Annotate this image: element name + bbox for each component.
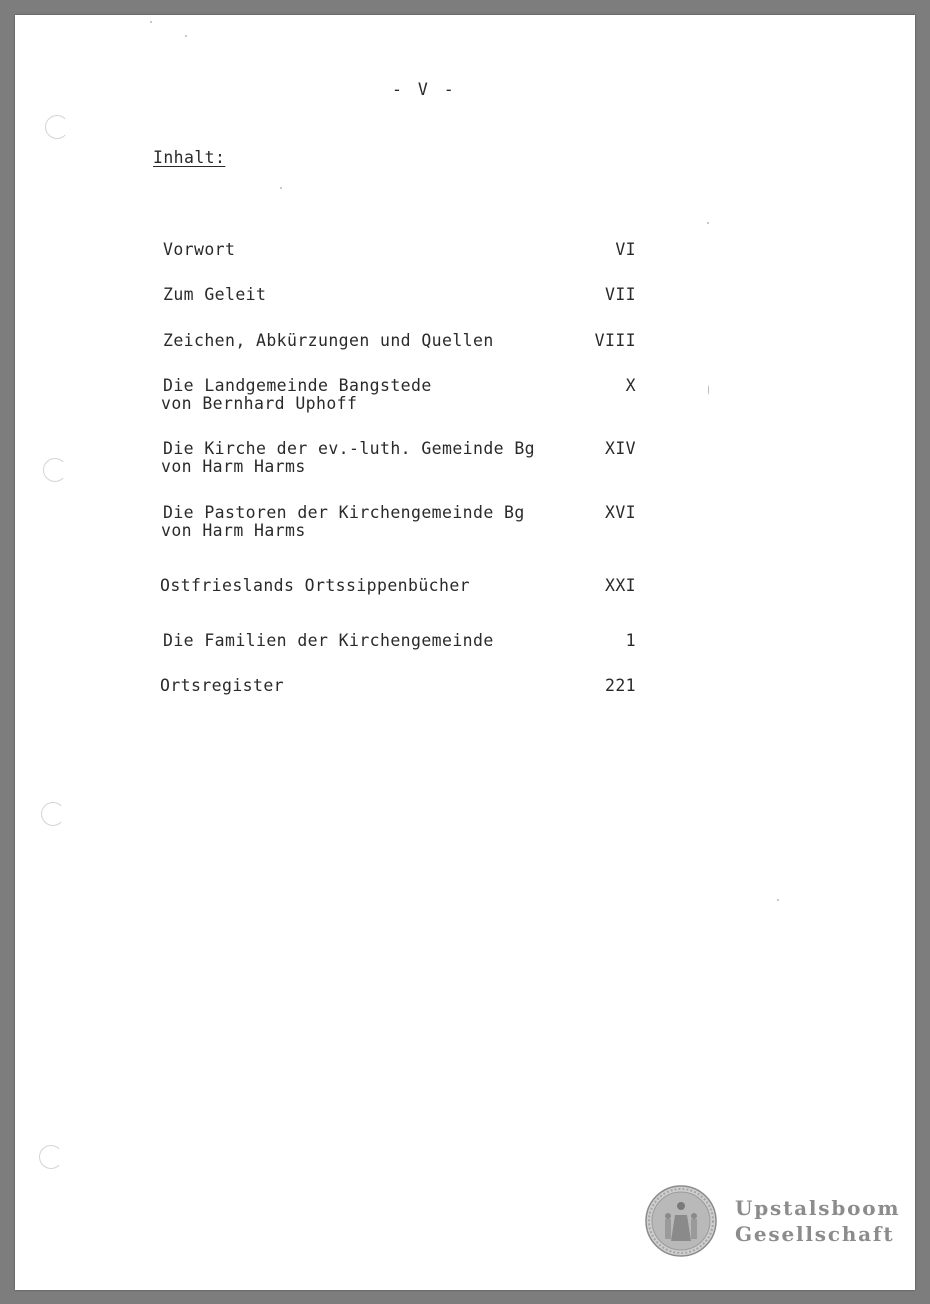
toc-heading: Inhalt:	[153, 148, 226, 167]
punch-hole	[45, 115, 69, 139]
toc-entry-title: Die Familien der Kirchengemeinde	[163, 631, 494, 650]
toc-entry-title: Ostfrieslands Ortssippenbücher	[160, 576, 471, 595]
seal-icon	[645, 1185, 717, 1257]
paper-speck	[777, 899, 779, 901]
toc-entry-title: Ortsregister	[160, 676, 285, 695]
punch-hole	[41, 802, 65, 826]
paper-speck	[185, 35, 187, 37]
toc-entry-page: XIV	[604, 439, 636, 458]
paper-speck	[280, 187, 282, 189]
toc-entry-title: Die Landgemeinde Bangstede	[163, 376, 432, 395]
toc-entry-page: XVI	[604, 503, 636, 522]
upstalsboom-logo	[645, 1185, 900, 1257]
paper-speck	[150, 21, 152, 23]
logo-line-1: Upstalsboom	[735, 1196, 901, 1220]
toc-entry-page: X	[625, 376, 636, 395]
punch-hole	[43, 458, 67, 482]
toc-entry-title: Vorwort	[163, 240, 236, 259]
paper-speck	[708, 385, 709, 395]
toc-entry-title: Zum Geleit	[163, 285, 267, 304]
toc-entry-title: Zeichen, Abkürzungen und Quellen	[163, 331, 494, 350]
toc-entry-author: von Bernhard Uphoff	[161, 394, 358, 413]
punch-hole	[39, 1145, 63, 1169]
toc-entry-page: XXI	[604, 576, 636, 595]
paper-speck	[707, 222, 709, 224]
logo-line-2: Gesellschaft	[735, 1222, 895, 1246]
document-page	[15, 15, 915, 1290]
toc-entry-page: VII	[604, 285, 636, 304]
logo-text	[735, 1195, 900, 1247]
toc-entry-page: VI	[615, 240, 636, 259]
page-number: - V -	[392, 80, 457, 99]
toc-entry-title: Die Kirche der ev.-luth. Gemeinde Bg	[163, 439, 536, 458]
toc-entry-author: von Harm Harms	[161, 457, 306, 476]
toc-entry-page: VIII	[594, 331, 636, 350]
toc-entry-page: 221	[604, 676, 636, 695]
toc-entry-title: Die Pastoren der Kirchengemeinde Bg	[163, 503, 525, 522]
toc-entry-page: 1	[625, 631, 636, 650]
toc-entry-author: von Harm Harms	[161, 521, 306, 540]
